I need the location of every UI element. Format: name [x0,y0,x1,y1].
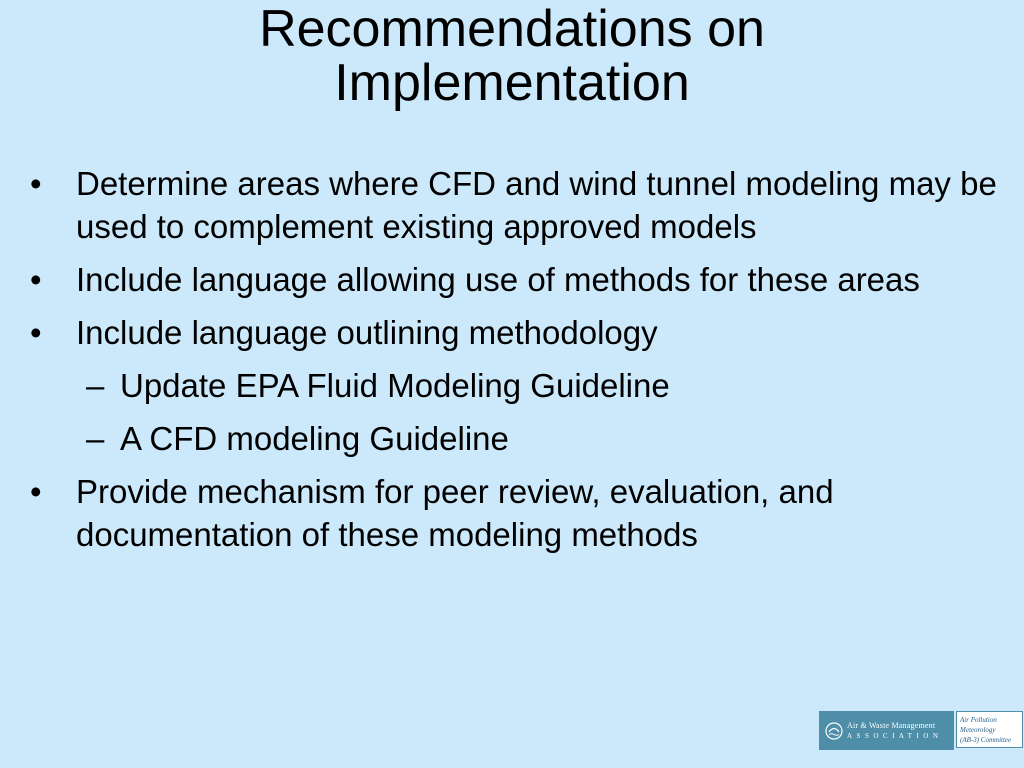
dash-icon: – [86,367,105,404]
bullet-list [30,162,1000,566]
bullet-icon: • [30,314,42,351]
bullet-item [30,258,1000,301]
slide-title [0,2,1024,110]
awma-association: ASSOCIATION [847,731,943,740]
bullet-text: Include language allowing use of methods for these areas [76,261,920,298]
bullet-icon: • [30,165,42,202]
bullet-text: Provide mechanism for peer review, evaluation, and documentation of these modeling methods [76,473,834,553]
sub-bullet-text: Update EPA Fluid Modeling Guideline [120,367,670,404]
sub-bullet-text: A CFD modeling Guideline [120,420,509,457]
bullet-item [30,311,1000,354]
bullet-text: Include language outlining methodology [76,314,658,351]
slide-title-line-1: Recommendations on [259,0,765,58]
bullet-item [30,162,1000,248]
bullet-item [30,470,1000,556]
awma-name: Air & Waste Management [847,720,936,730]
bullet-text: Determine areas where CFD and wind tunnel modeling may be used to complement existing approved models [76,165,997,245]
awma-logo [819,711,954,750]
committee-code: (AB-3) Committee [960,735,1012,744]
committee-logo [956,711,1023,748]
sub-bullet-item [30,364,1000,407]
dash-icon: – [86,420,105,457]
committee-name: Air Pollution Meteorology [960,715,997,734]
slide-title-line-2: Implementation [334,54,690,112]
bullet-icon: • [30,261,42,298]
bullet-icon: • [30,473,42,510]
sub-bullet-item [30,417,1000,460]
awma-emblem-icon [825,722,843,740]
footer-logo [819,711,1023,750]
